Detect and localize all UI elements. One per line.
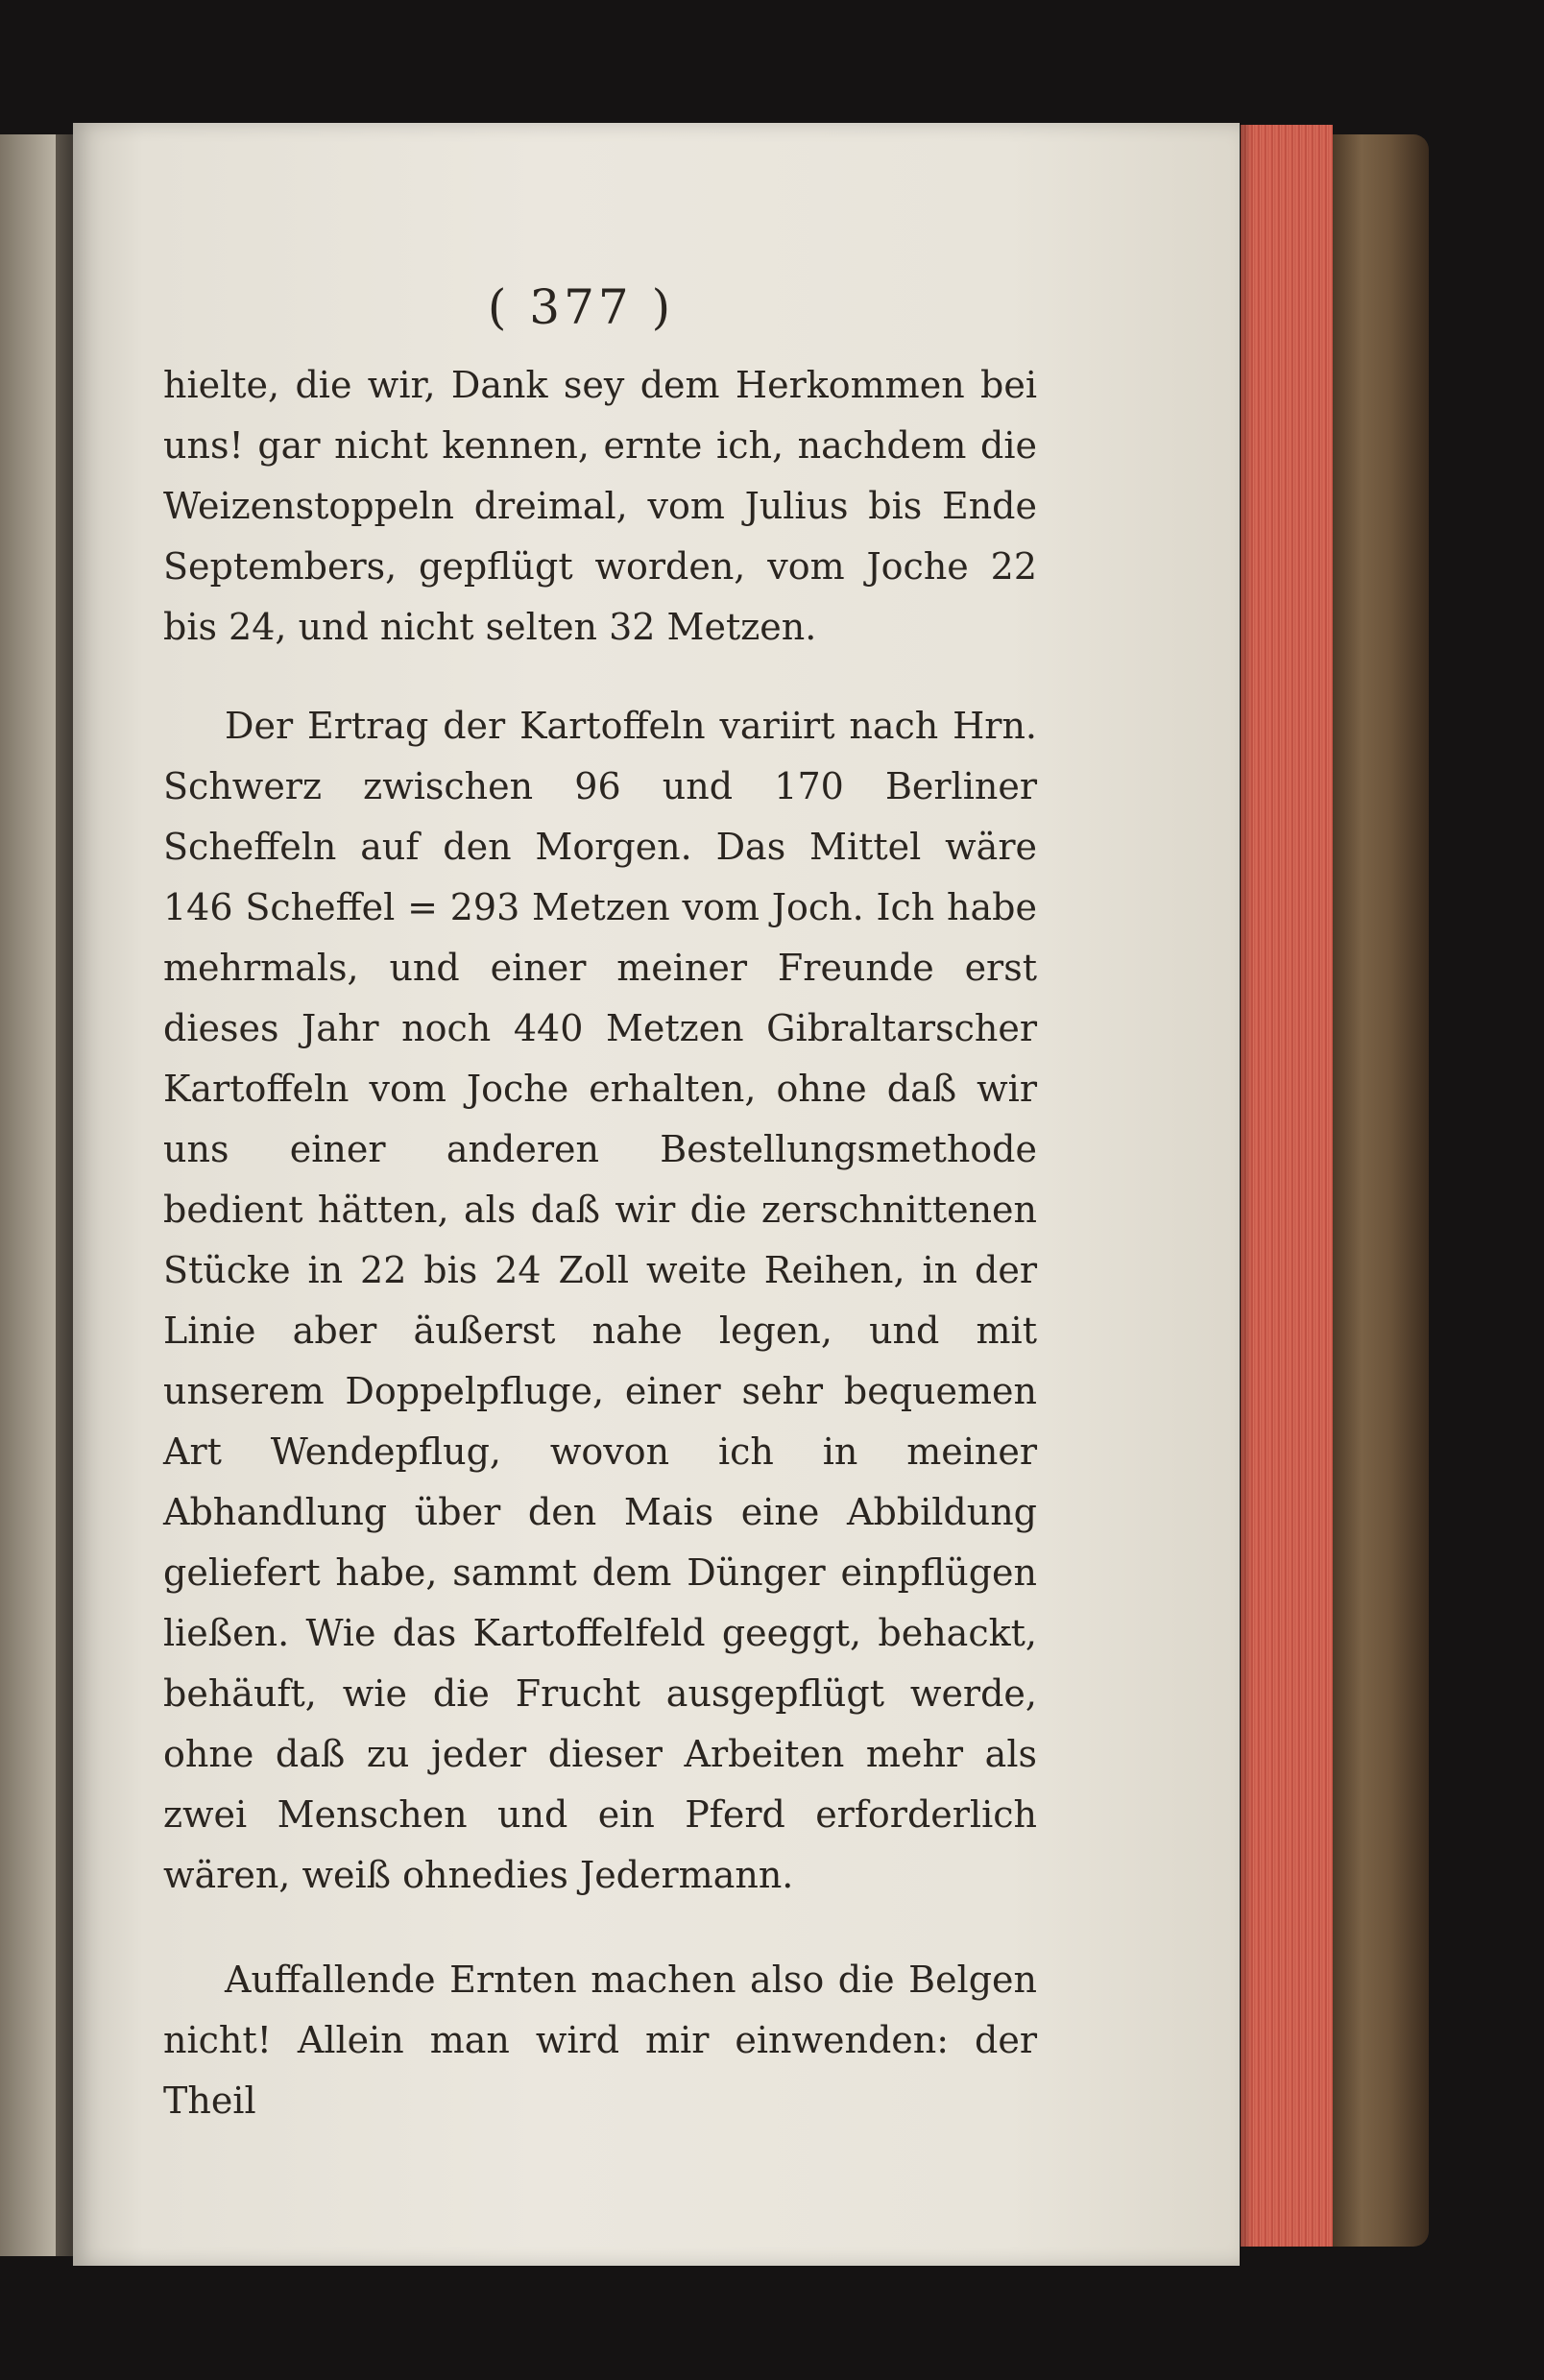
page-text [163,278,1037,2131]
paragraph-2: Der Ertrag der Kartoffeln variirt nach Hrn. Schwerz zwischen 96 und 170 Berliner Scheffeln auf den Morgen. Das Mittel wäre 146 Scheffel = 293 Metzen vom Joch. Ich habe mehrmals, und einer meiner Freunde erst dieses Jahr noch 440 Metzen Gibraltarscher Kartoffeln vom Joche erhalten, ohne daß wir uns einer anderen Bestellungsmethode bedient hätten, als daß wir die zerschnittenen Stücke in 22 bis 24 Zoll weite Reihen, in der Linie aber äußerst nahe legen, und mit unserem Doppelpfluge, einer sehr bequemen Art Wendepflug, wovon ich in meiner Abhandlung über den Mais eine Abbildung geliefert habe, sammt dem Dünger einpflügen ließen. Wie das Kartoffelfeld geeggt, behackt, behäuft, wie die Frucht ausgepflügt werde, ohne daß zu jeder dieser Arbeiten mehr als zwei Menschen und ein Pferd erforderlich wären, weiß ohnedies Jedermann. [163,705,1037,1896]
page-number: ( 377 ) [487,279,675,335]
paragraph-1: hielte, die wir, Dank sey dem Herkommen bei uns! gar nicht kennen, ernte ich, nachdem die Weizenstoppeln dreimal, vom Julius bis Ende Septembers, gepflügt worden, vom Joche 22 bis 24, und nicht selten 32 Metzen. [163,364,1037,648]
paragraph-3: Auffallende Ernten machen also die Belgen nicht! Allein man wird mir einwenden: der Theil [163,1959,1037,2122]
page-edge-shadow [1241,125,1252,2247]
red-page-edges [1241,125,1333,2247]
book-cover [1333,134,1429,2247]
